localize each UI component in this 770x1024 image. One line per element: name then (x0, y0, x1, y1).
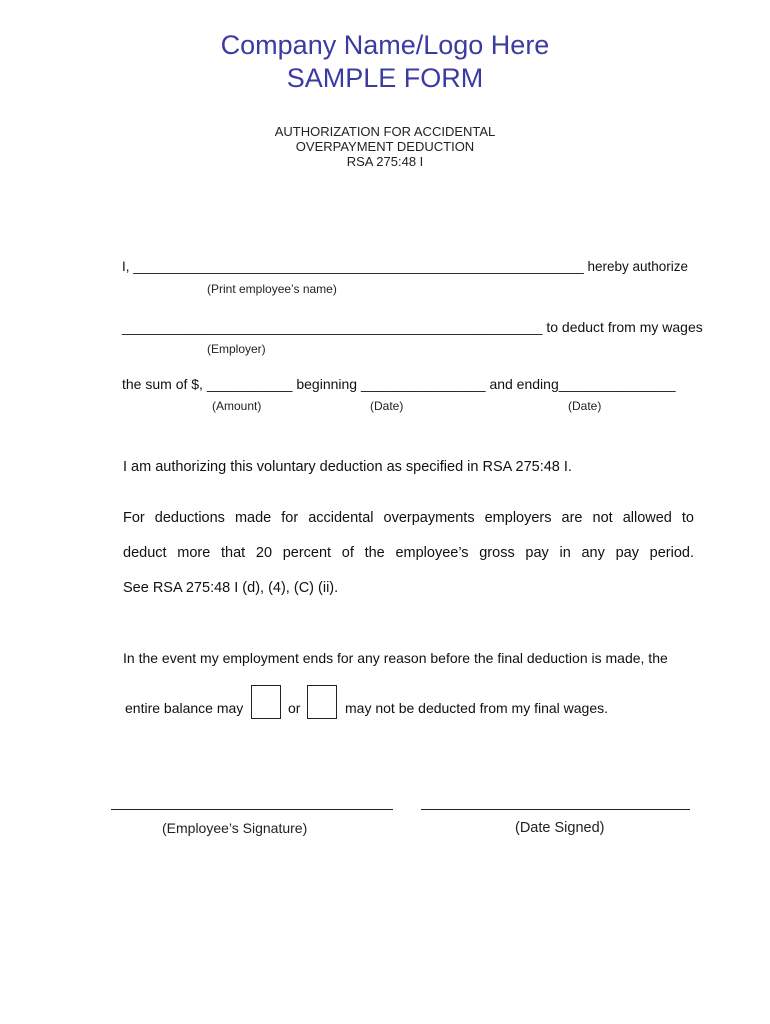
employee-name-line[interactable]: I, ____________________________________________________________ hereby authorize (122, 259, 689, 274)
deduction-note-line-1: For deductions made for accidental overpayments employers are not allowed to (123, 510, 694, 526)
employer-line[interactable]: ______________________________________________________ to deduct from my wages (122, 319, 703, 335)
authorization-statement: I am authorizing this voluntary deduction as specified in RSA 275:48 I. (123, 459, 572, 475)
begin-date-caption: (Date) (370, 399, 404, 413)
sum-amount-line[interactable]: the sum of $, ___________ beginning ________________ and ending_______________ (122, 376, 676, 392)
may-not-be-deducted-checkbox[interactable] (307, 685, 337, 719)
date-signed-caption: (Date Signed) (515, 820, 605, 836)
deduction-note-line-3: See RSA 275:48 I (d), (4), (C) (ii). (123, 580, 339, 596)
amount-caption: (Amount) (212, 399, 262, 413)
final-wages-or: or (288, 700, 301, 716)
final-wages-line-1: In the event my employment ends for any reason before the final deduction is made, the (123, 650, 668, 666)
final-wages-suffix: may not be deducted from my final wages. (345, 700, 609, 716)
employer-caption: (Employer) (207, 342, 266, 356)
form-title-statute: RSA 275:48 I (346, 154, 424, 169)
employee-name-caption: (Print employee’s name) (207, 282, 337, 296)
sample-form-heading: SAMPLE FORM (286, 63, 484, 93)
date-signed-line[interactable] (421, 809, 690, 810)
form-title-line-2: OVERPAYMENT DEDUCTION (295, 139, 475, 154)
end-date-caption: (Date) (568, 399, 602, 413)
employee-signature-line[interactable] (111, 809, 393, 810)
company-name-heading: Company Name/Logo Here (220, 30, 550, 60)
may-be-deducted-checkbox[interactable] (251, 685, 281, 719)
final-wages-prefix: entire balance may (125, 700, 244, 716)
deduction-note-line-2: deduct more that 20 percent of the employee’s gross pay in any pay period. (123, 545, 694, 561)
form-title-line-1: AUTHORIZATION FOR ACCIDENTAL (274, 124, 496, 139)
employee-signature-caption: (Employee’s Signature) (162, 820, 308, 836)
